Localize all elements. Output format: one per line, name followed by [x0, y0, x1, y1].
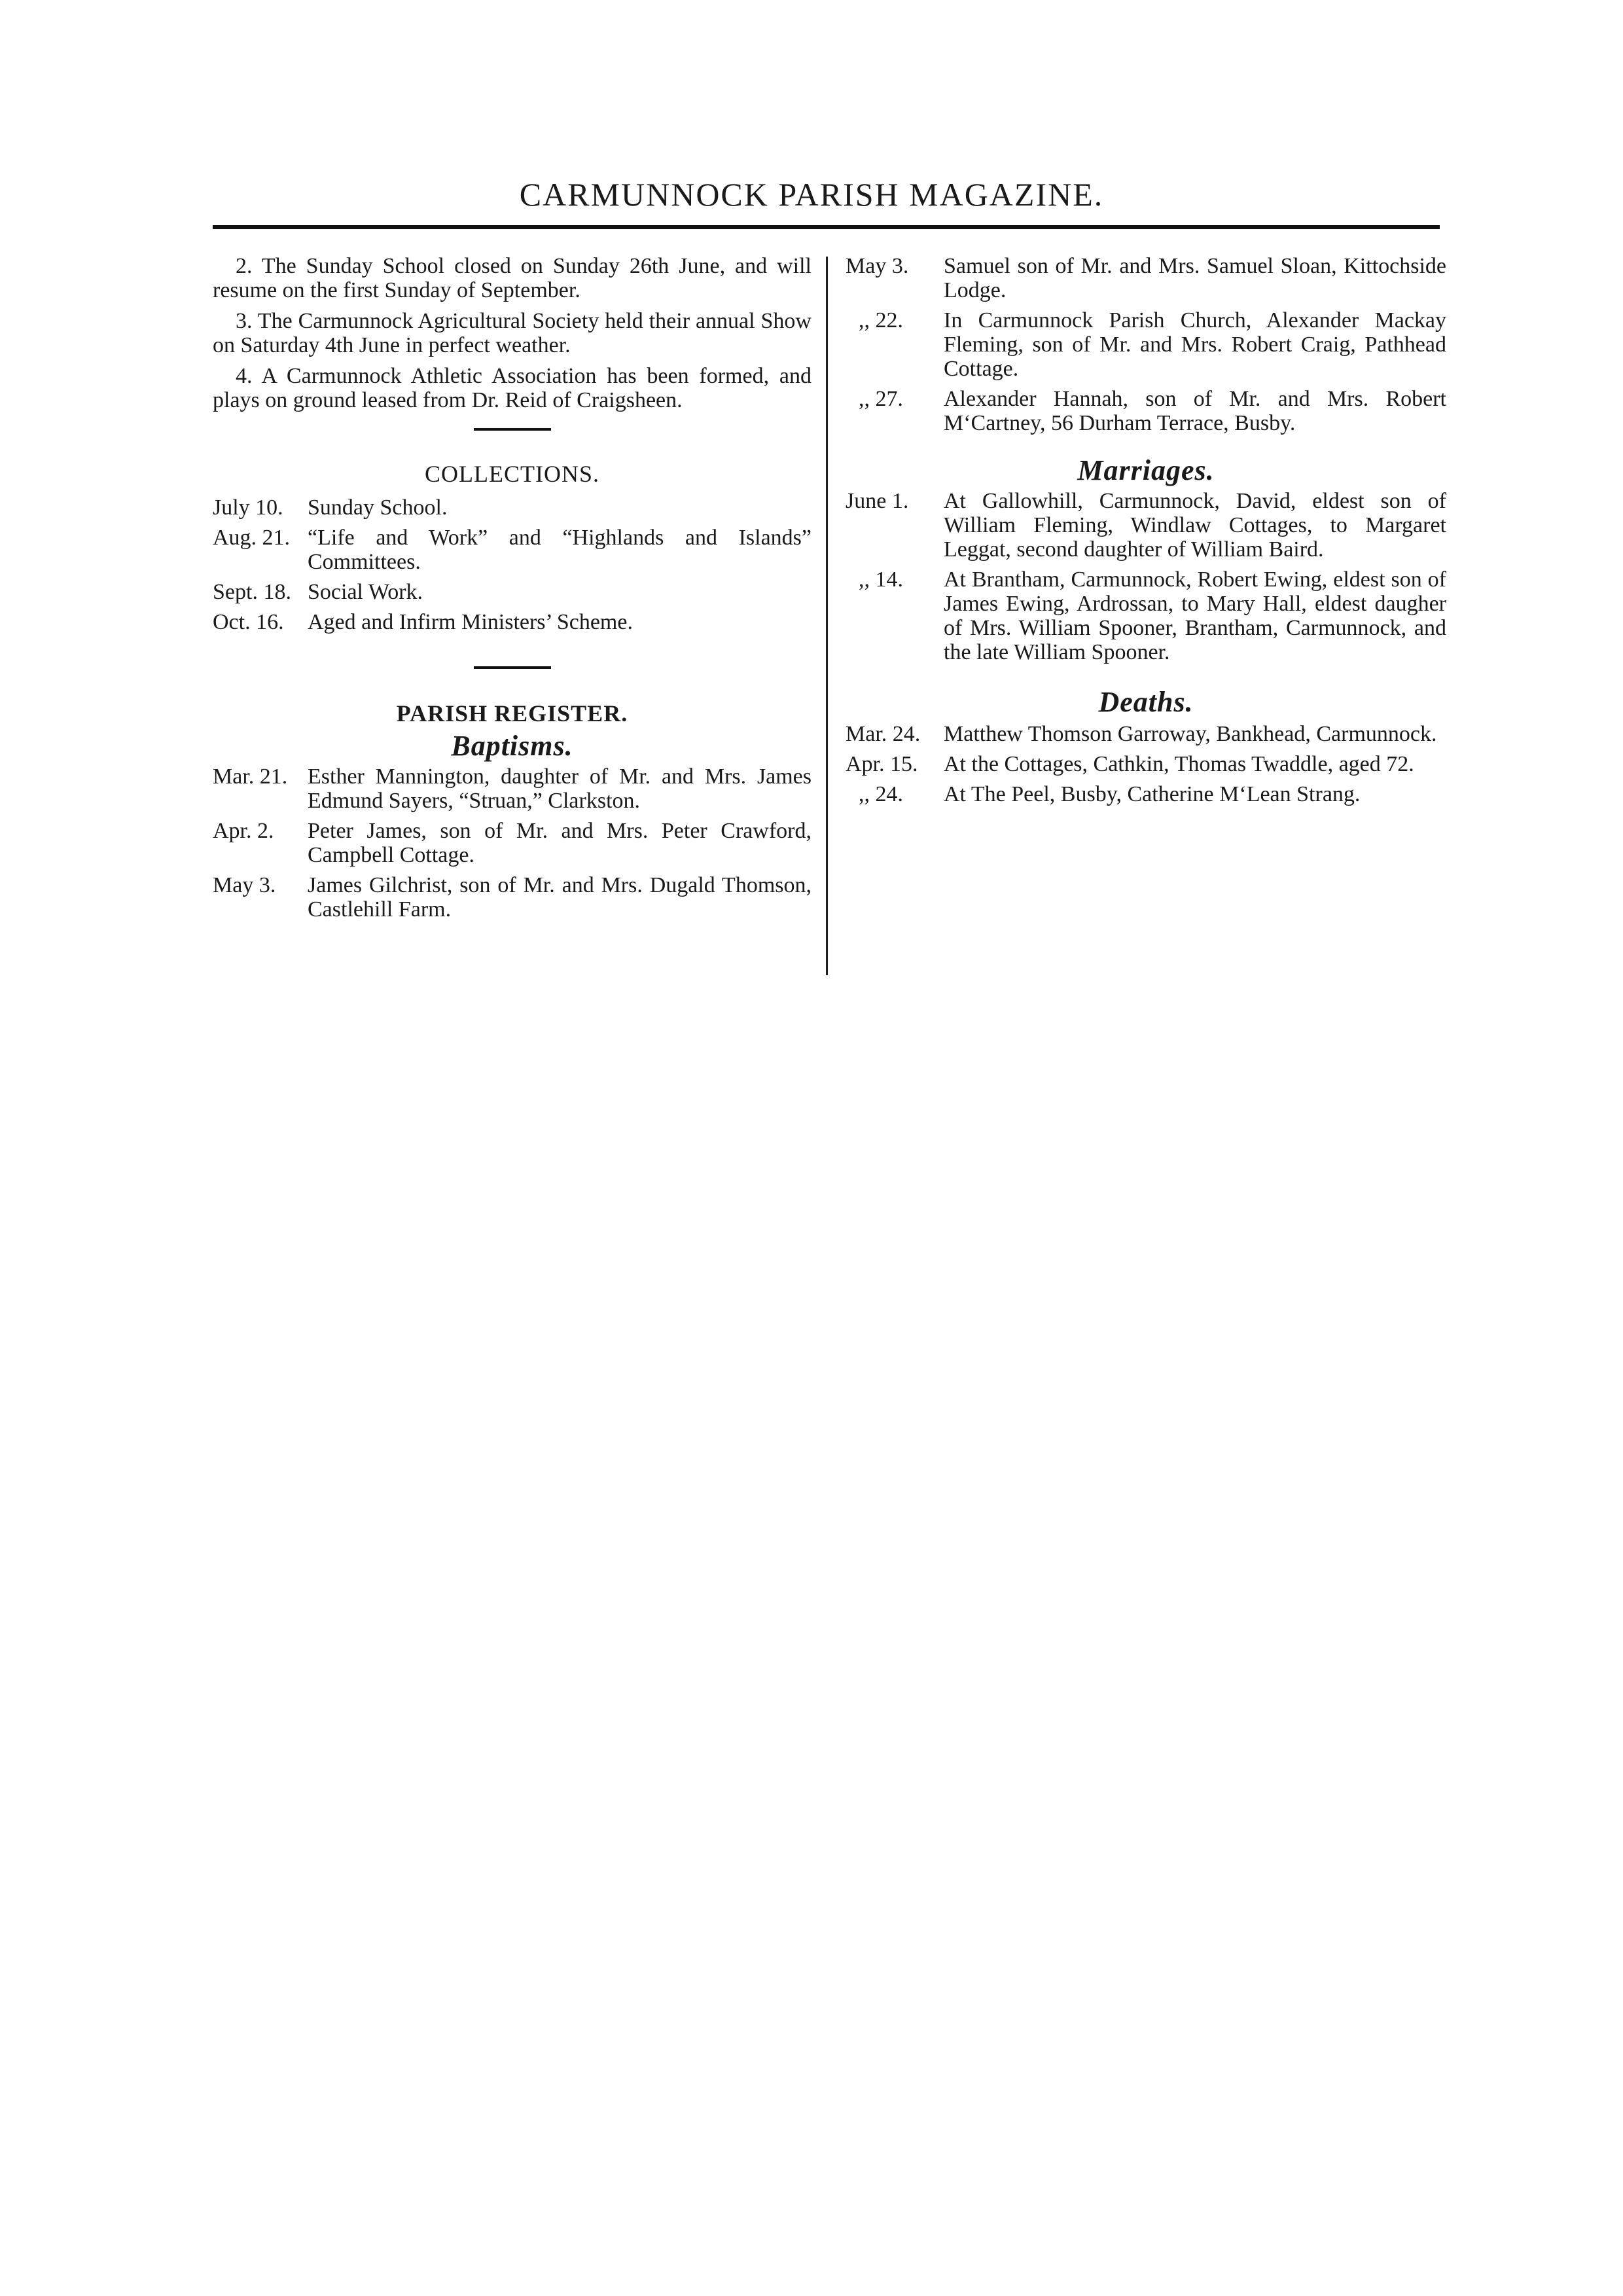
baptism-entry	[213, 764, 812, 813]
entry-date: Mar. 21.	[213, 764, 288, 789]
baptism-entry	[213, 873, 812, 922]
entry-text: Matthew Thomson Garroway, Bankhead, Carmunnock.	[944, 722, 1437, 746]
right-column	[846, 254, 1446, 812]
notice-item: 3. The Carmunnock Agricultural Society held their annual Show on Saturday 4th June in perfect weather.	[213, 309, 812, 357]
collection-item	[213, 610, 812, 634]
entry-text: Esther Mannington, daughter of Mr. and Mrs. James Edmund Sayers, “Struan,” Clarkston.	[308, 764, 812, 813]
collection-date: Oct. 16.	[213, 610, 284, 634]
entry-date: ,, 14.	[859, 567, 903, 592]
collection-text: Social Work.	[308, 580, 423, 604]
entry-text: At Brantham, Carmunnock, Robert Ewing, eldest son of James Ewing, Ardrossan, to Mary Hall, eldest daugher of Mrs. William Spooner, Brantham, Carmunnock, and the late William Spooner.	[944, 567, 1446, 664]
column-divider	[826, 257, 828, 975]
marriage-entry	[846, 489, 1446, 562]
header-rule	[213, 225, 1440, 229]
entry-date: ,, 22.	[859, 308, 903, 332]
entry-text: Samuel son of Mr. and Mrs. Samuel Sloan, Kittochside Lodge.	[944, 254, 1446, 302]
death-entry	[846, 782, 1446, 806]
entry-date: June 1.	[846, 489, 909, 513]
marriages-heading: Marriages.	[1077, 454, 1215, 486]
page-title: CARMUNNOCK PARISH MAGAZINE.	[519, 176, 1104, 213]
entry-text: In Carmunnock Parish Church, Alexander Mackay Fleming, son of Mr. and Mrs. Robert Craig, Pathhead Cottage.	[944, 308, 1446, 381]
notice-item: 4. A Carmunnock Athletic Association has been formed, and plays on ground leased from Dr. Reid of Craigsheen.	[213, 364, 812, 412]
collection-item	[213, 526, 812, 574]
entry-text: At the Cottages, Cathkin, Thomas Twaddle, aged 72.	[944, 752, 1414, 776]
entry-text: At Gallowhill, Carmunnock, David, eldest son of William Fleming, Windlaw Cottages, to Margaret Leggat, second daughter of William Baird.	[944, 489, 1446, 562]
left-column	[213, 254, 812, 927]
collection-text: “Life and Work” and “Highlands and Islands” Committees.	[308, 526, 812, 574]
register-heading: PARISH REGISTER.	[396, 700, 628, 726]
entry-text: At The Peel, Busby, Catherine M‘Lean Strang.	[944, 782, 1361, 806]
baptism-entry	[213, 819, 812, 867]
collection-text: Sunday School.	[308, 495, 448, 520]
collection-date: Aug. 21.	[213, 526, 291, 550]
entry-date: May 3.	[846, 254, 909, 278]
marriage-entry	[846, 567, 1446, 664]
entry-date: ,, 24.	[859, 782, 903, 806]
entry-date: Mar. 24.	[846, 722, 921, 746]
collection-date: July 10.	[213, 495, 283, 520]
collection-item	[213, 495, 812, 520]
entry-text: James Gilchrist, son of Mr. and Mrs. Dugald Thomson, Castlehill Farm.	[308, 873, 812, 922]
entry-date: Apr. 2.	[213, 819, 274, 843]
baptism-entry	[846, 308, 1446, 381]
death-entry	[846, 752, 1446, 776]
death-entry	[846, 722, 1446, 746]
baptism-entry	[846, 254, 1446, 302]
deaths-heading: Deaths.	[1098, 686, 1194, 718]
entry-text: Alexander Hannah, son of Mr. and Mrs. Robert M‘Cartney, 56 Durham Terrace, Busby.	[944, 387, 1446, 435]
collections-heading: COLLECTIONS.	[425, 461, 599, 487]
collection-text: Aged and Infirm Ministers’ Scheme.	[308, 610, 633, 634]
baptisms-heading: Baptisms.	[451, 730, 573, 762]
entry-text: Peter James, son of Mr. and Mrs. Peter Crawford, Campbell Cottage.	[308, 819, 812, 867]
notice-item: 2. The Sunday School closed on Sunday 26th June, and will resume on the first Sunday of September.	[213, 254, 812, 302]
collection-date: Sept. 18.	[213, 580, 291, 604]
entry-date: Apr. 15.	[846, 752, 918, 776]
collection-item	[213, 580, 812, 604]
entry-date: May 3.	[213, 873, 276, 897]
baptism-entry	[846, 387, 1446, 435]
entry-date: ,, 27.	[859, 387, 903, 411]
